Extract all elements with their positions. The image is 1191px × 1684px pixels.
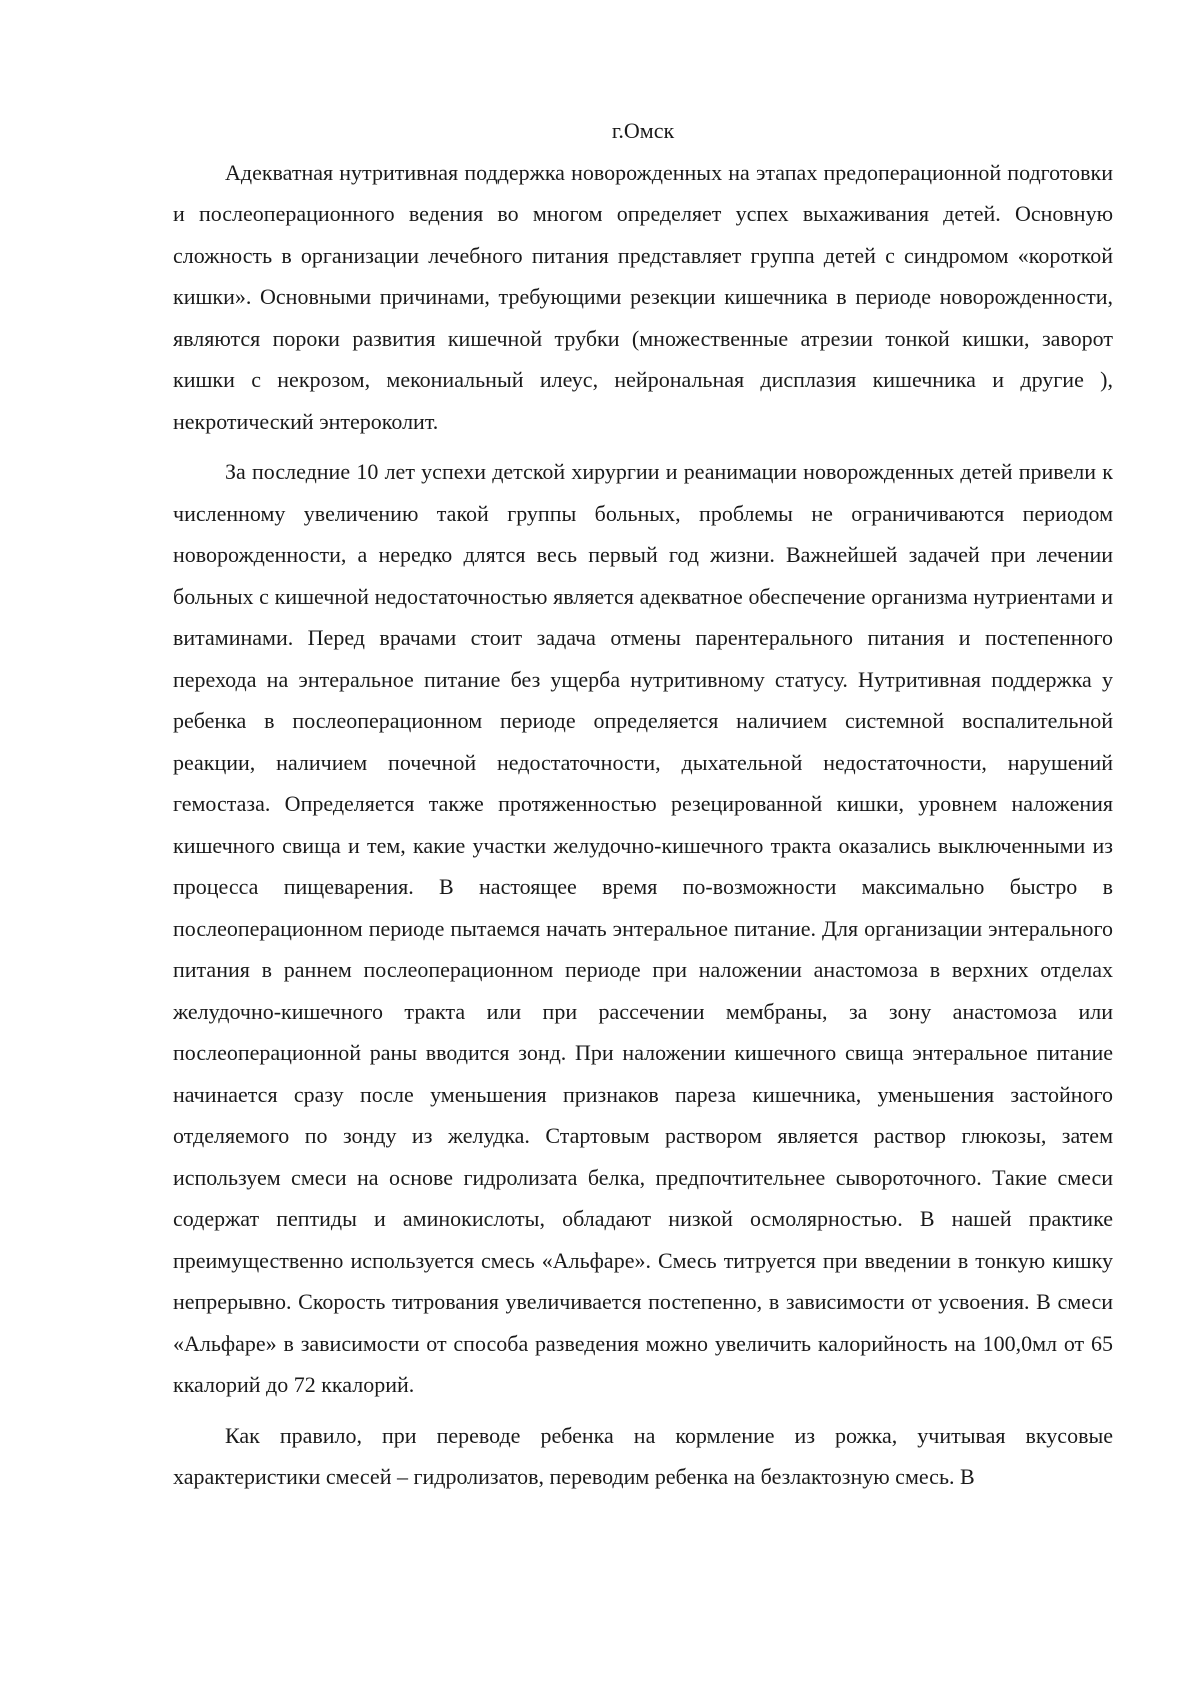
city-heading: г.Омск: [611, 118, 675, 143]
paragraph-2: За последние 10 лет успехи детской хирургии и реанимации новорожденных детей привели к численному увеличению такой группы больных, проблемы не ограничиваются периодом новорожденности, а нередко длятся весь первый год жизни. Важнейшей задачей при лечении больных с кишечной недостаточностью является адекватное обеспечение организма нутриентами и витаминами. Перед врачами стоит задача отмены парентерального питания и постепенного перехода на энтеральное питание без ущерба нутритивному статусу. Нутритивная поддержка у ребенка в послеоперационном периоде определяется наличием системной воспалительной реакции, наличием почечной недостаточности, дыхательной недостаточности, нарушений гемостаза. Определяется также протяженностью резецированной кишки, уровнем наложения кишечного свища и тем, какие участки желудочно-кишечного тракта оказались выключенными из процесса пищеварения. В настоящее время по-возможности максимально быстро в послеоперационном периоде пытаемся начать энтеральное питание. Для организации энтерального питания в раннем послеоперационном периоде при наложении анастомоза в верхних отделах желудочно-кишечного тракта или при рассечении мембраны, за зону анастомоза или послеоперационной раны вводится зонд. При наложении кишечного свища энтеральное питание начинается сразу после уменьшения признаков пареза кишечника, уменьшения застойного отделяемого по зонду из желудка. Стартовым раствором является раствор глюкозы, затем используем смеси на основе гидролизата белка, предпочтительнее сывороточного. Такие смеси содержат пептиды и аминокислоты, обладают низкой осмолярностью. В нашей практике преимущественно используется смесь «Альфаре». Смесь титруется при введении в тонкую кишку непрерывно. Скорость титрования увеличивается постепенно, в зависимости от усвоения. В смеси «Альфаре» в зависимости от способа разведения можно увеличить калорийность на 100,0мл от 65 ккалорий до 72 ккалорий.: [173, 459, 1113, 1397]
paragraph-3: Как правило, при переводе ребенка на кормление из рожка, учитывая вкусовые характеристики смесей – гидролизатов, переводим ребенка на безлактозную смесь. В: [173, 1422, 1113, 1489]
paragraph-1: Адекватная нутритивная поддержка новорожденных на этапах предоперационной подготовки и послеоперационного ведения во многом определяет успех выхаживания детей. Основную сложность в организации лечебного питания представляет группа детей с синдромом «короткой кишки». Основными причинами, требующими резекции кишечника в периоде новорожденности, являются пороки развития кишечной трубки (множественные атрезии тонкой кишки, заворот кишки с некрозом, мекониальный илеус, нейрональная дисплазия кишечника и другие ), некротический энтероколит.: [173, 159, 1113, 434]
document-body: [173, 110, 1113, 1498]
